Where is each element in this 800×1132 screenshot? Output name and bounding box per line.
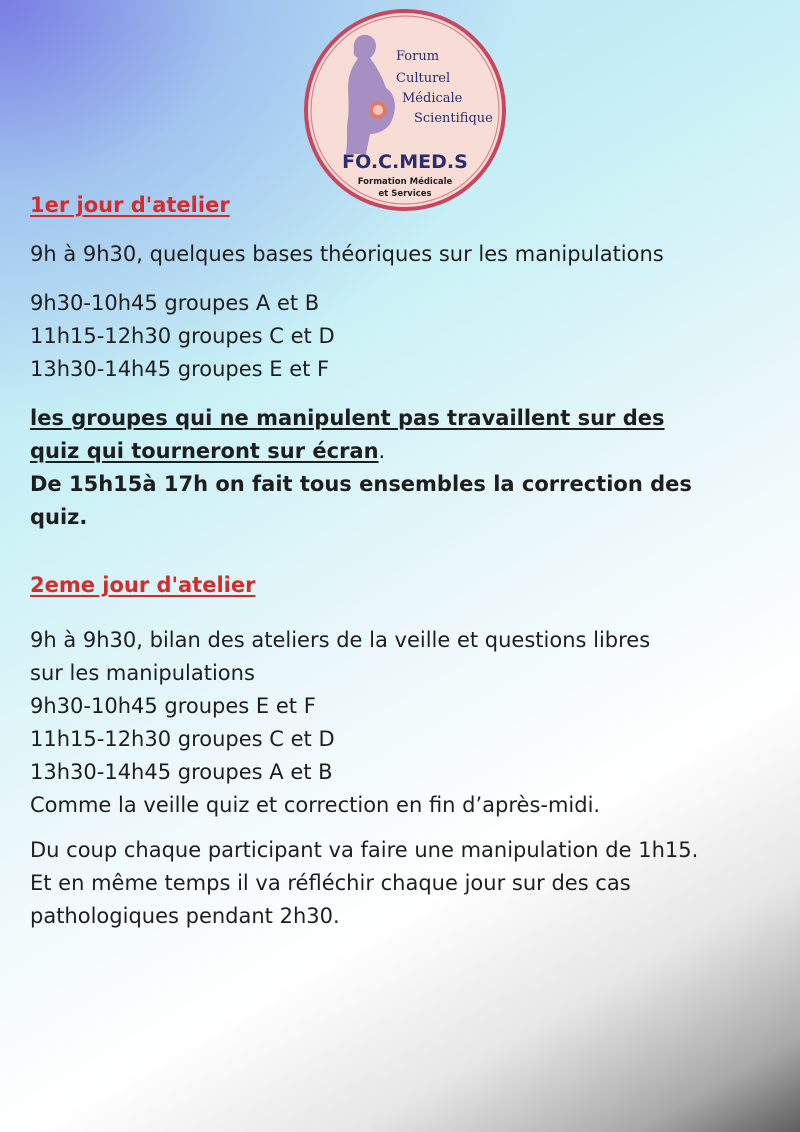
day1-intro: 9h à 9h30, quelques bases théoriques sur les manipulations xyxy=(30,242,664,266)
day1-slot-3: 13h30-14h45 groupes E et F xyxy=(30,357,330,381)
logo-line-medicale: Médicale xyxy=(402,91,463,106)
logo-line-scientifique: Scientifique xyxy=(414,111,493,126)
logo-line-culturel: Culturel xyxy=(396,71,451,86)
day2-slot-3: 13h30-14h45 groupes A et B xyxy=(30,760,333,784)
day2-intro-line-1: 9h à 9h30, bilan des ateliers de la veille et questions libres xyxy=(30,628,651,652)
day1-correction-line-2: quiz. xyxy=(30,505,88,529)
day2-intro-line-2: sur les manipulations xyxy=(30,661,255,685)
day1-note-line-1: les groupes qui ne manipulent pas travaillent sur des xyxy=(30,406,665,430)
day2-recap: Comme la veille quiz et correction en fin d’après-midi. xyxy=(30,793,601,817)
day1-note-period: . xyxy=(378,439,386,463)
day2-slot-1: 9h30-10h45 groupes E et F xyxy=(30,694,316,718)
day2-slot-2: 11h15-12h30 groupes C et D xyxy=(30,727,335,751)
summary-line-1: Du coup chaque participant va faire une manipulation de 1h15. xyxy=(30,838,699,862)
schedule-content xyxy=(30,188,730,933)
summary-line-2: Et en même temps il va réfléchir chaque jour sur des cas xyxy=(30,871,631,895)
logo-sub-services: et Services xyxy=(378,189,432,199)
day1-slot-2: 11h15-12h30 groupes C et D xyxy=(30,324,335,348)
logo-line-forum: Forum xyxy=(396,49,440,64)
day1-heading: 1er jour d'atelier xyxy=(30,193,230,217)
day1-slot-1: 9h30-10h45 groupes A et B xyxy=(30,291,320,315)
summary-line-3: pathologiques pendant 2h30. xyxy=(30,904,340,928)
logo-sub-formation: Formation Médicale xyxy=(357,177,453,187)
forum-logo xyxy=(302,2,508,218)
logo-acronym: FO.C.MED.S xyxy=(342,151,468,173)
day2-heading: 2eme jour d'atelier xyxy=(30,573,256,597)
day1-note-line-2: quiz qui tourneront sur écran xyxy=(30,439,379,463)
day1-correction-line-1: De 15h15à 17h on fait tous ensembles la correction des xyxy=(30,472,692,496)
day1-note-line-2-wrap xyxy=(30,435,730,468)
